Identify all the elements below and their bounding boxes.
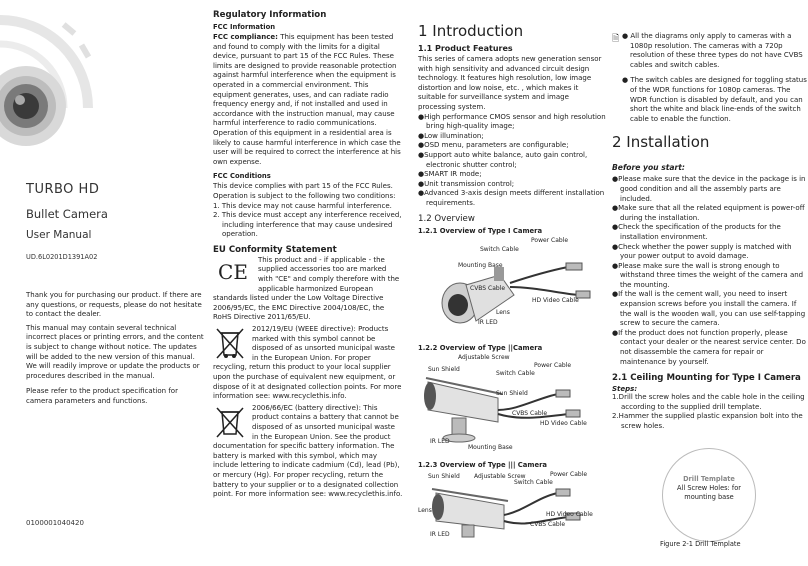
label-sun-shield-2: Sun Shield	[496, 389, 528, 397]
eu-conformity-title: EU Conformity Statement	[213, 244, 337, 255]
decorative-lens-graphic	[0, 0, 118, 160]
list-item: ● The switch cables are designed for toggling status of the WDR functions for 1080p cameras. The WDR function is disabled by default, and you can short the white and black line-ends of the switch cable to enable the function.	[622, 76, 807, 123]
weee-bin-icon	[213, 325, 247, 361]
label-adjustable-screw: Adjustable Screw	[458, 353, 510, 361]
list-item: 1. This device may not cause harmful interference.	[213, 201, 392, 210]
section-title-installation: 2 Installation	[612, 133, 710, 152]
introduction-column	[418, 0, 608, 566]
drill-template-figure	[662, 448, 756, 542]
list-item: 1.Drill the screw holes and the cable hole in the ceiling according to the supplied drill template.	[612, 393, 805, 411]
before-you-start-colon: :	[681, 163, 685, 173]
installation-column	[612, 0, 808, 566]
cover-column	[0, 0, 210, 566]
ceiling-mounting-title: 2.1 Ceiling Mounting for Type I Camera	[612, 373, 801, 384]
type2-camera-diagram	[418, 354, 608, 458]
label-cvbs-cable: CVBS Cable	[470, 284, 506, 292]
eu-battery-text: 2006/66/EC (battery directive): This product contains a battery that cannot be disposed of as unsorted municipal waste in the European Union. See the product documentation for specific battery information. The battery is marked with this symbol, which may include lettering to indicate cadmium (Cd), lead (Pb), or mercury (Hg). For proper recycling, return the battery to your supplier or to a designated collection point. For more information see: www.recyclethis.info.	[213, 403, 403, 499]
list-item: ●Please make sure that the device in the package is in good condition and all the assembly parts are included.	[612, 175, 806, 203]
features-list	[418, 113, 608, 209]
fcc-compliance-text: This equipment has been tested and found to comply with the limits for a digital device, pursuant to part 15 of the FCC Rules. These limits are designed to provide reasonable protection against harmful interference when the equipment is operated in a commercial environment. This equipment generates, uses, and can radiate radio frequency energy and, if not installed and used in accordance with the instruction manual, may cause harmful interference to radio communications. Operation of this equipment in a residential area is likely to cause harmful interference in which case the user will be required to correct the interference at his own expense.	[213, 33, 401, 166]
before-you-start-list	[612, 175, 808, 367]
list-item: ●Check the specification of the products for the installation environment.	[612, 223, 781, 241]
label-lens: Lens	[496, 308, 510, 316]
overview-title: 1.2 Overview	[418, 213, 475, 224]
product-name: Bullet Camera	[26, 207, 108, 221]
label-mounting-base: Mounting Base	[468, 443, 513, 451]
type1-camera-diagram	[418, 237, 608, 341]
cover-intro-2: This manual may contain several technical incorrect places or printing errors, and the content is subject to change without notice. The updates will be added to the new version of this manual. We will readily improve or update the products or procedures described in the manual.	[26, 323, 204, 380]
label-sun-shield: Sun Shield	[428, 472, 460, 480]
label-hd-video-cable: HD Video Cable	[532, 296, 579, 304]
part-number: 0100001040420	[26, 519, 84, 527]
doc-code: UD.6L0201D1391A02	[26, 253, 98, 261]
before-you-start-label	[612, 155, 808, 174]
list-item: ●High performance CMOS sensor and high resolution bring high-quality image;	[418, 112, 606, 131]
label-ir-led: IR LED	[430, 530, 450, 538]
note-text: All the diagrams only apply to cameras with a 1080p resolution. The cameras with a 720p resolution of these three types do not have CVBS cables and switch cables.	[630, 32, 803, 69]
eu-weee-text: 2012/19/EU (WEEE directive): Products marked with this symbol cannot be disposed of as unsorted municipal waste in the European Union. For proper recycling, return this product to your local supplier upon the purchase of equivalent new equipment, or dispose of it at designated collection points. For more information see: www.recyclethis.info.	[213, 325, 402, 401]
figure-caption: Figure 2-1 Drill Template	[660, 540, 741, 548]
list-item: ●Advanced 3-axis design meets different installation requirements.	[418, 189, 605, 207]
steps-list	[612, 393, 808, 431]
label-cvbs-cable: CVBS Cable	[512, 409, 548, 417]
list-item: ●SMART IR mode;	[418, 170, 482, 179]
note-text: The switch cables are designed for toggling status of the WDR functions for 1080p cameras. The WDR function is disabled by default, and you can short the white and black line-ends of the switch cable to enable the function.	[630, 76, 807, 123]
label-power-cable: Power Cable	[534, 361, 572, 369]
label-lens: Lens	[418, 506, 432, 514]
drill-template-text: All Screw Holes: for mounting base	[677, 484, 741, 501]
section-title-introduction: 1 Introduction	[418, 22, 524, 40]
fcc-conditions-heading: FCC Conditions	[213, 172, 271, 181]
label-ir-led: IR LED	[478, 318, 498, 326]
type1-title: 1.2.1 Overview of Type I Camera	[418, 226, 543, 235]
steps-label: Steps:	[612, 385, 638, 394]
label-cvbs-cable: CVBS Cable	[530, 520, 566, 528]
fcc-conditions-intro: This device complies with part 15 of the FCC Rules. Operation is subject to the following two conditions:	[213, 182, 396, 200]
notes-list	[612, 32, 808, 124]
cover-intro-3: Please refer to the product specification for camera parameters and functions.	[26, 387, 178, 405]
fcc-compliance-paragraph	[213, 33, 403, 167]
list-item: ●Unit transmission control;	[418, 179, 515, 188]
label-switch-cable: Switch Cable	[514, 478, 553, 486]
battery-bin-icon	[213, 404, 247, 440]
product-features-title: 1.1 Product Features	[418, 44, 513, 53]
label-mounting-base: Mounting Base	[458, 261, 503, 269]
features-text: This series of camera adopts new generation sensor with high sensitivity and advanced circuit design technology. It features high resolution, low image distortion and low noise, etc. , which makes it suitable for surveillance system and image processing system.	[418, 55, 602, 111]
list-item: ●OSD menu, parameters are configurable;	[418, 141, 569, 150]
regulatory-title: Regulatory Information	[213, 10, 327, 20]
label-switch-cable: Switch Cable	[496, 369, 535, 377]
list-item: ●Low illumination;	[418, 131, 484, 140]
fcc-info-heading: FCC Information	[213, 23, 276, 31]
list-item: ●If the wall is the cement wall, you need to insert expansion screws before you install the camera. If the wall is the wooden wall, you can use self-tapping screw to secure the camera.	[612, 290, 806, 328]
cover-intro-1: Thank you for purchasing our product. If there are any questions, or requests, please do not hesitate to contact the dealer.	[26, 291, 202, 319]
label-switch-cable: Switch Cable	[480, 245, 519, 253]
note-icon: 🗎	[612, 34, 620, 44]
fcc-compliance-label: FCC compliance:	[213, 33, 278, 41]
label-hd-video-cable: HD Video Cable	[540, 419, 587, 427]
list-item: ● All the diagrams only apply to cameras with a 1080p resolution. The cameras with a 720p resolution of these three types do not have CVBS cables and switch cables.	[622, 32, 803, 69]
before-you-start-text: Before you start	[612, 163, 682, 173]
label-hd-video-cable: HD Video Cable	[546, 510, 593, 518]
list-item: 2. This device must accept any interference received, including interference that may cause undesired operation.	[213, 211, 402, 239]
type2-title: 1.2.2 Overview of Type ||Camera	[418, 343, 543, 352]
type3-camera-diagram	[418, 471, 608, 551]
list-item: ●Support auto white balance, auto gain control, electronic shutter control;	[418, 150, 588, 169]
list-item: 2.Hammer the supplied plastic expansion bolt into the screw holes.	[612, 412, 803, 430]
list-item: ●Make sure that all the related equipment is power-off during the installation.	[612, 204, 805, 222]
ce-mark-icon: CE	[218, 259, 248, 284]
product-line: TURBO HD	[26, 182, 100, 197]
list-item: ●If the product does not function properly, please contact your dealer or the nearest service center. Do not disassemble the camera for repair or maintenance by yourself.	[612, 328, 806, 366]
label-ir-led: IR LED	[430, 437, 450, 445]
eu-ce-text: This product and - if applicable - the supplied accessories too are marked with "CE" and comply therefore with the applicable harmonized European standards listed under the Low Voltage Directive 2006/95/EC, the EMC Directive 2004/108/EC, the RoHS Directive 2011/65/EU.	[213, 255, 400, 322]
drill-template-title: Drill Template	[683, 475, 735, 483]
doc-type: User Manual	[26, 229, 92, 241]
label-adjustable-screw: Adjustable Screw	[474, 472, 526, 480]
label-power-cable: Power Cable	[550, 470, 588, 478]
type3-title: 1.2.3 Overview of Type ||| Camera	[418, 460, 548, 469]
label-power-cable: Power Cable	[531, 236, 569, 244]
label-sun-shield: Sun Shield	[428, 365, 460, 373]
regulatory-column	[213, 0, 403, 566]
list-item: ●Please make sure the wall is strong enough to withstand three times the weight of the camera and the mounting.	[612, 261, 804, 289]
fcc-conditions-list	[213, 202, 403, 240]
list-item: ●Check whether the power supply is matched with your power output to avoid damage.	[612, 242, 792, 261]
